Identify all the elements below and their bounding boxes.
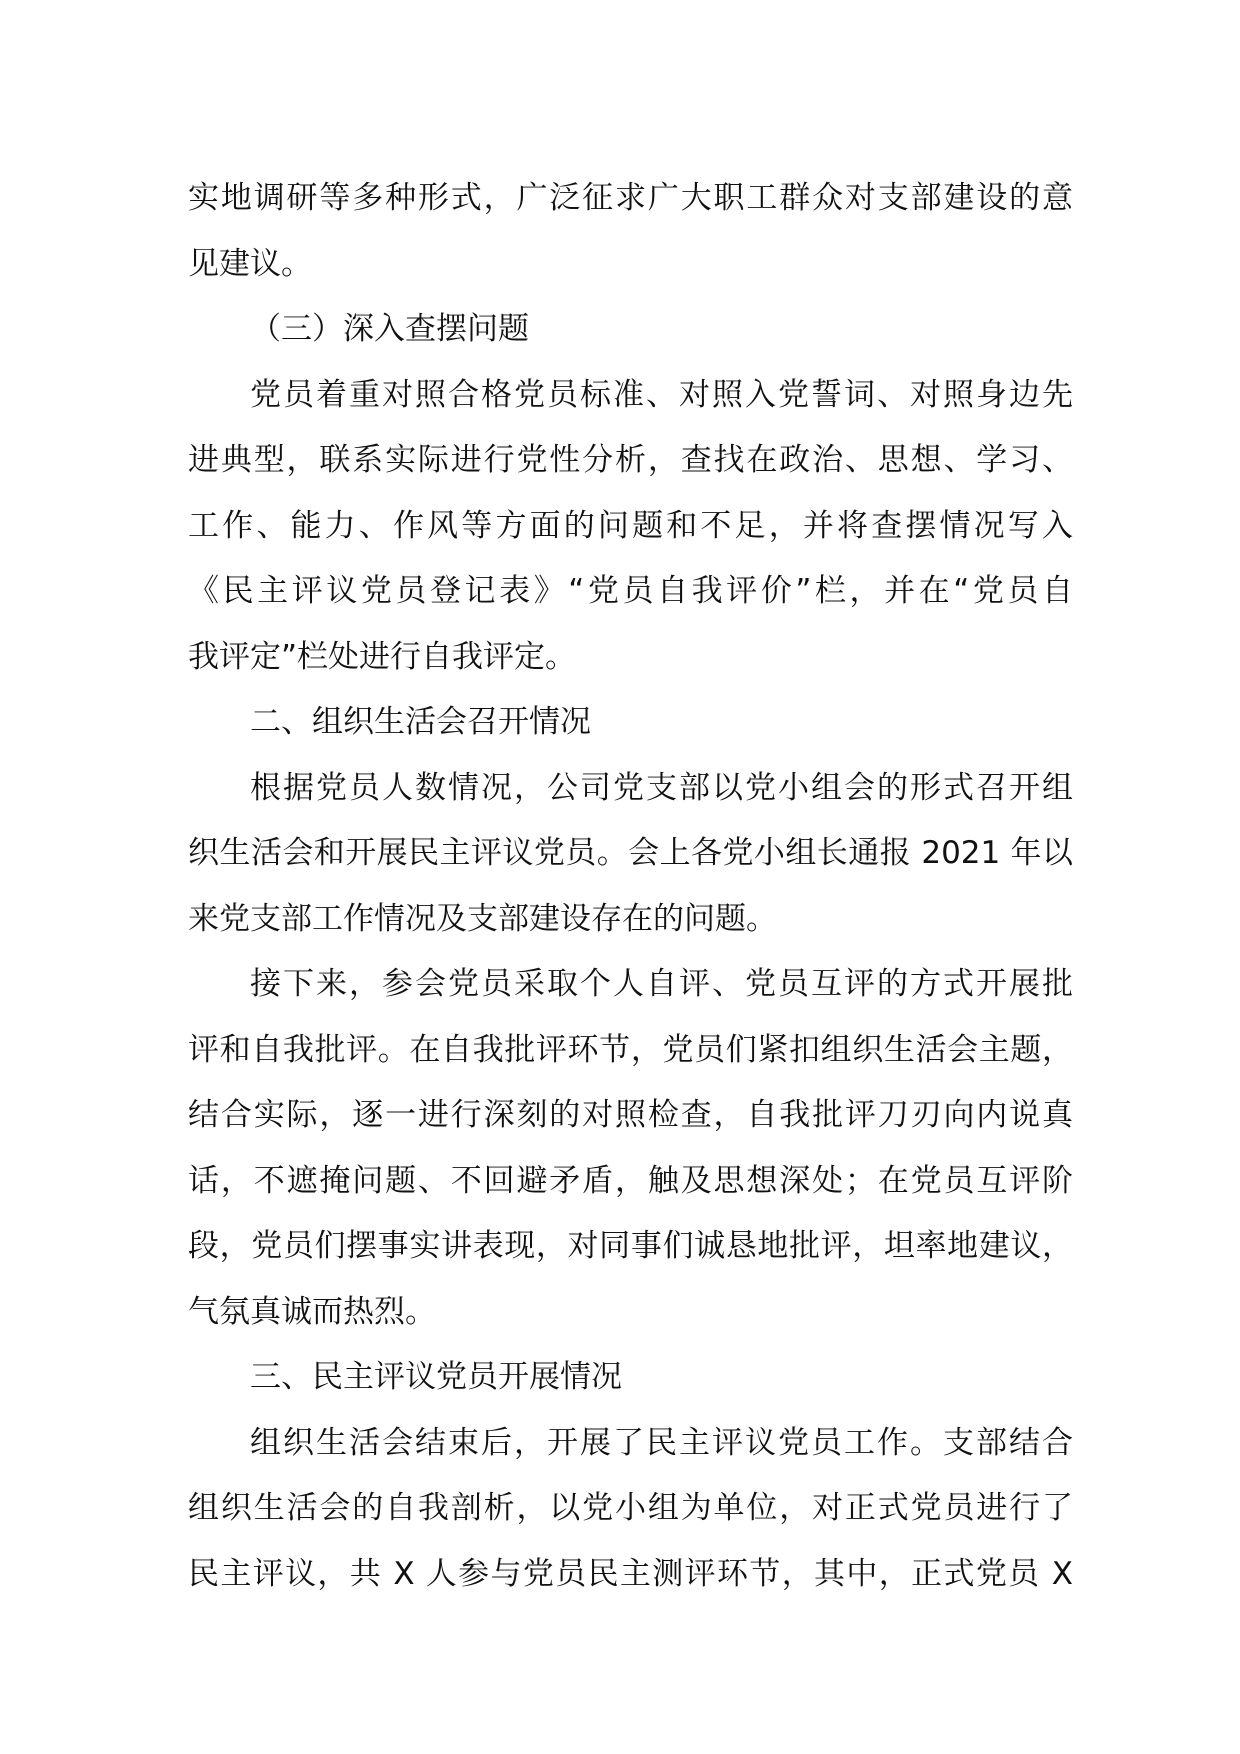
text-line: 进典型，联系实际进行党性分析，查找在政治、思想、学习、 — [188, 442, 1073, 478]
text-line: 气氛真诚而热烈。 — [188, 1293, 436, 1330]
text-line: 《民主评议党员登记表》“党员自我评价”栏，并在“党员自 — [188, 573, 1073, 609]
text-line: 民主评议，共 X 人参与党员民主测评环节，其中，正式党员 X — [188, 1555, 1073, 1592]
document-body — [188, 166, 1073, 1607]
text-line: 接下来，参会党员采取个人自评、党员互评的方式开展批 — [250, 966, 1073, 1002]
text-line: 党员着重对照合格党员标准、对照入党誓词、对照身边先 — [250, 376, 1073, 413]
text-line: 结合实际，逐一进行深刻的对照检查，自我批评刀刃向内说真 — [188, 1097, 1073, 1133]
text-line: 组织生活会结束后，开展了民主评议党员工作。支部结合 — [250, 1424, 1073, 1461]
section-heading: 二、组织生活会召开情况 — [250, 704, 591, 740]
text-line: 我评定”栏处进行自我评定。 — [188, 638, 577, 675]
section-heading: 三、民主评议党员开展情况 — [250, 1359, 622, 1395]
text-line: 评和自我批评。在自我批评环节，党员们紧扣组织生活会主题， — [188, 1031, 1073, 1068]
text-line: 工作、能力、作风等方面的问题和不足，并将查摆情况写入 — [188, 507, 1073, 544]
section-heading: （三）深入查摆问题 — [250, 311, 529, 347]
text-line: 段，党员们摆事实讲表现，对同事们诚恳地批评，坦率地建议， — [188, 1228, 1073, 1264]
text-line: 组织生活会的自我剖析，以党小组为单位，对正式党员进行了 — [188, 1490, 1073, 1526]
text-line: 根据党员人数情况，公司党支部以党小组会的形式召开组 — [250, 769, 1073, 806]
text-line: 实地调研等多种形式，广泛征求广大职工群众对支部建设的意 — [188, 180, 1073, 216]
text-line: 织生活会和开展民主评议党员。会上各党小组长通报 2021 年以 — [188, 835, 1073, 871]
text-line: 话，不遮掩问题、不回避矛盾，触及思想深处；在党员互评阶 — [188, 1162, 1073, 1199]
text-line: 见建议。 — [188, 245, 312, 282]
text-line: 来党支部工作情况及支部建设存在的问题。 — [188, 900, 777, 937]
